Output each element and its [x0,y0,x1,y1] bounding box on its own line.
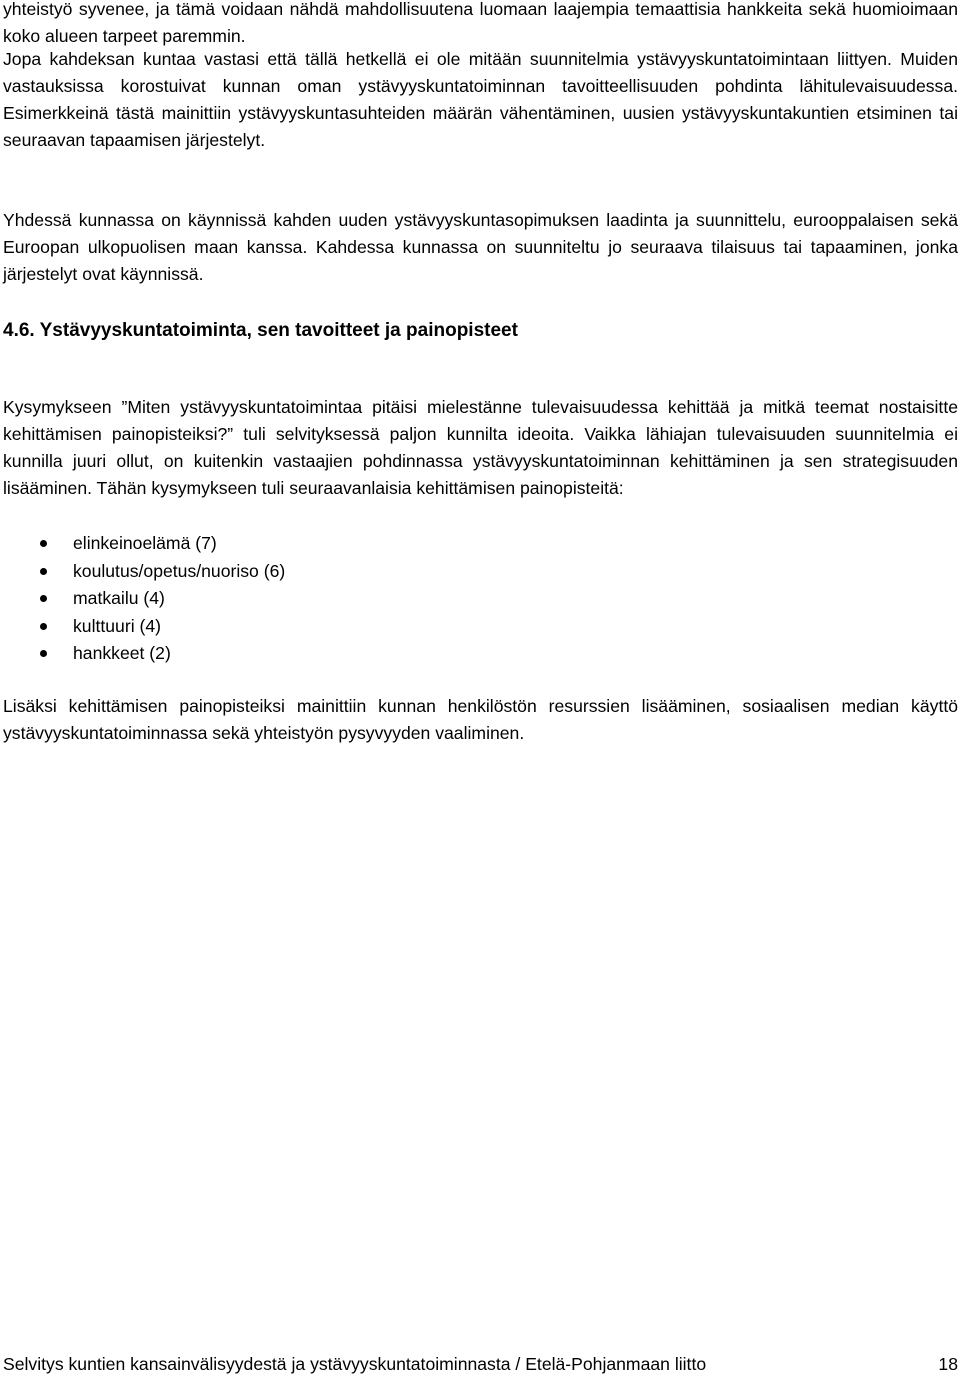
paragraph-intro: yhteistyö syvenee, ja tämä voidaan nähdä mahdollisuutena luomaan laajempia temaattisia hankkeita sekä huomioimaan koko alueen tarpeet paremmin. [3,0,958,46]
bullet-icon [40,568,47,575]
priority-list [3,530,285,668]
list-item: kulttuuri (4) [3,613,285,641]
paragraph-plans: Jopa kahdeksan kuntaa vastasi että tällä hetkellä ei ole mitään suunnitelmia ystävyyskuntatoimintaan liittyen. Muiden vastauksissa korostuivat kunnan oman ystävyyskuntatoiminnan tavoitteellisuuden pohdinta lähitulevaisuudessa. Esimerkkeinä tästä mainittiin ystävyyskuntasuhteiden määrän vähentäminen, uusien ystävyyskuntakuntien etsiminen tai seuraavan tapaamisen järjestelyt. [3,49,958,150]
paragraph-agreements: Yhdessä kunnassa on käynnissä kahden uuden ystävyyskuntasopimuksen laadinta ja suunnittelu, eurooppalaisen sekä Euroopan ulkopuolisen maan kanssa. Kahdessa kunnassa on suunniteltu jo seuraava tilaisuus tai tapaaminen, jonka järjestelyt ovat käynnissä. [3,210,958,284]
section-heading: 4.6. Ystävyyskuntatoiminta, sen tavoitteet ja painopisteet [3,320,518,341]
list-item: matkailu (4) [3,585,285,613]
paragraph-question: Kysymykseen ”Miten ystävyyskuntatoimintaa pitäisi mielestänne tulevaisuudessa kehittää ja mitkä teemat nostaisitte kehittämisen painopisteiksi?” tuli selvityksessä paljon kunnilta ideoita. Vaikka lähiajan tulevaisuuden suunnitelmia ei kunnilla juuri ollut, on kuitenkin vastaajien pohdinnassa ystävyyskuntatoiminnan kehittäminen ja sen strategisuuden lisääminen. Tähän kysymykseen tuli seuraavanlaisia kehittämisen painopisteitä: [3,397,958,498]
list-item: elinkeinoelämä (7) [3,530,285,558]
bullet-icon [40,540,47,547]
bullet-icon [40,650,47,657]
footer-title: Selvitys kuntien kansainvälisyydestä ja ystävyyskuntatoiminnasta / Etelä-Pohjanmaan liitto [3,1354,707,1374]
paragraph-additional: Lisäksi kehittämisen painopisteiksi mainittiin kunnan henkilöstön resurssien lisääminen, sosiaalisen median käyttö ystävyyskuntatoiminnassa sekä yhteistyön pysyvyyden vaaliminen. [3,696,958,743]
list-item: hankkeet (2) [3,640,285,668]
list-item: koulutus/opetus/nuoriso (6) [3,558,285,586]
page-number: 18 [938,1354,958,1374]
bullet-icon [40,623,47,630]
bullet-icon [40,595,47,602]
